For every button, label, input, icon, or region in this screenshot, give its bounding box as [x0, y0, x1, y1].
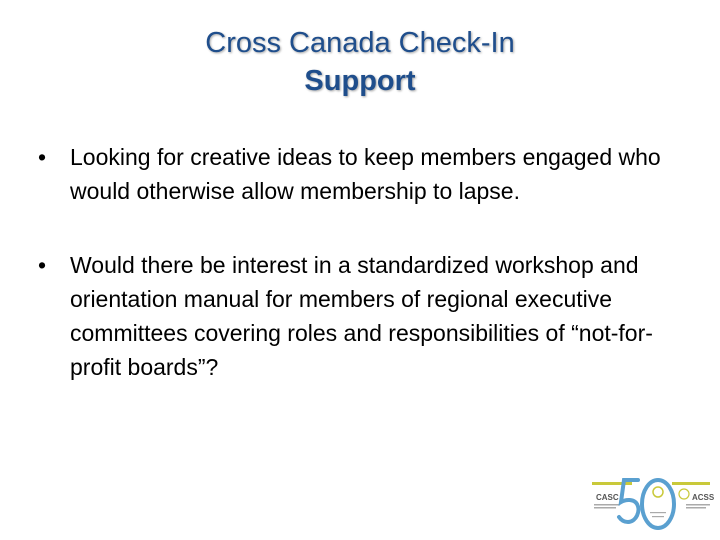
bullet-item-1	[36, 140, 686, 208]
logo-right-text: ACSS	[692, 493, 714, 502]
logo-emblem-line	[652, 516, 664, 517]
logo-seal-icon	[679, 489, 689, 499]
logo-right-fineprint	[686, 507, 706, 509]
slide-title	[0, 24, 720, 100]
bullet-list	[36, 140, 686, 424]
bullet-icon: •	[38, 144, 47, 170]
logo-right-bar	[672, 482, 710, 485]
bullet-text-2: Would there be interest in a standardized workshop and orientation manual for members of regional executive committees covering roles and responsibilities of “not-for-profit boards”?	[70, 252, 653, 380]
casc-50-logo	[588, 472, 714, 534]
bullet-item-2	[36, 248, 686, 384]
logo-right-fineprint	[686, 504, 710, 506]
logo-left-fineprint	[594, 504, 620, 506]
bullet-text-1: Looking for creative ideas to keep members engaged who would otherwise allow membership to lapse.	[70, 144, 661, 204]
bullet-icon: •	[38, 252, 47, 278]
logo-left-bar	[592, 482, 632, 485]
logo-five-icon	[619, 480, 638, 522]
logo-left-fineprint	[594, 507, 616, 509]
title-line-1: Cross Canada Check-In	[205, 27, 515, 59]
logo-left-text: CASC	[596, 493, 619, 502]
title-line-2: Support	[304, 65, 416, 97]
logo-emblem-icon	[653, 487, 663, 497]
logo-emblem-line	[650, 512, 666, 513]
